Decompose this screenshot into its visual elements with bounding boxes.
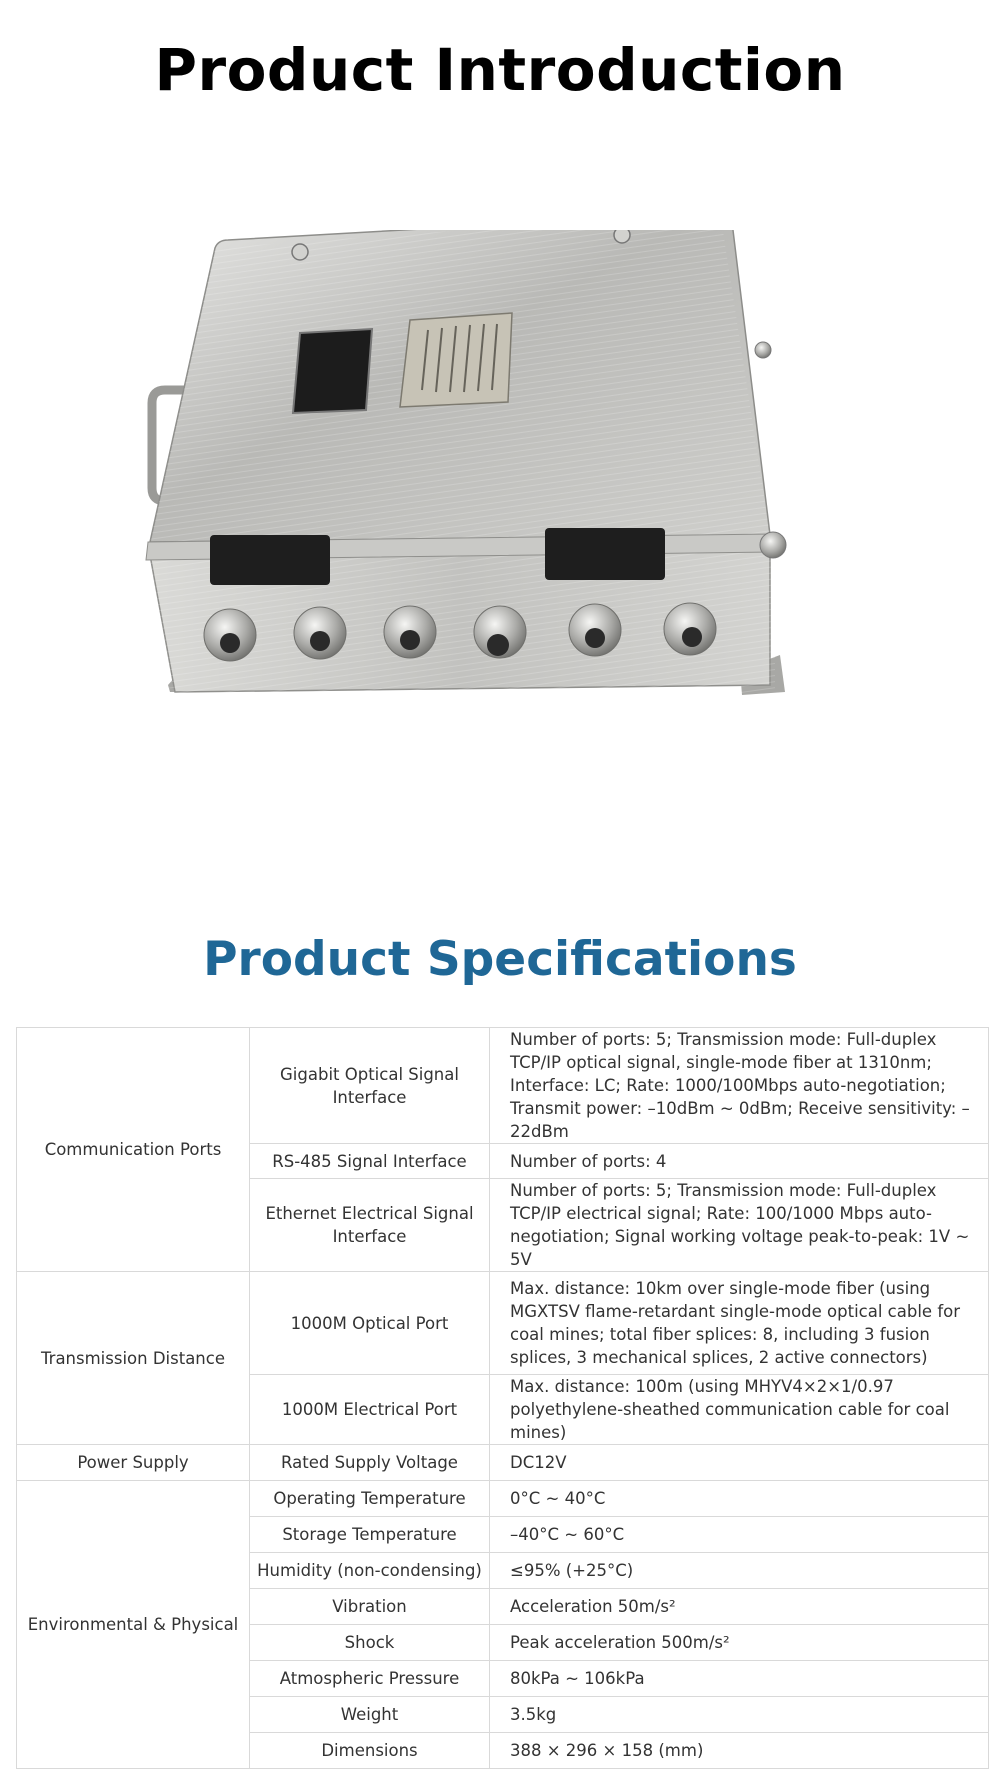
value-cell: Max. distance: 100m (using MHYV4×2×1/0.97 polyethylene-sheathed communication cable for coal mines) [490,1375,989,1445]
cable-gland-icon [474,606,526,658]
cable-gland-icon [294,607,346,659]
item-cell: Ethernet Electrical Signal Interface [250,1179,490,1272]
display-window [293,329,372,413]
product-photo [130,230,900,800]
item-cell: Operating Temperature [250,1481,490,1517]
latch-clamp [210,535,330,585]
value-cell: 388 × 296 × 158 (mm) [490,1733,989,1769]
table-row [17,1445,989,1481]
table-row [17,1272,989,1375]
latch-clamp [545,528,665,580]
item-cell: Humidity (non-condensing) [250,1553,490,1589]
cable-gland-icon [204,609,256,661]
item-cell: Storage Temperature [250,1517,490,1553]
cable-gland-icon [384,606,436,658]
value-cell: Max. distance: 10km over single-mode fiber (using MGXTSV flame-retardant single-mode optical cable for coal mines; total fiber splices: 8, including 3 fusion splices, 3 mechanical splices, 2 active connectors) [490,1272,989,1375]
category-cell: Transmission Distance [17,1272,250,1445]
item-cell: Atmospheric Pressure [250,1661,490,1697]
item-cell: RS-485 Signal Interface [250,1144,490,1179]
category-cell: Environmental & Physical [17,1481,250,1769]
item-cell: Rated Supply Voltage [250,1445,490,1481]
category-cell: Communication Ports [17,1028,250,1272]
value-cell: Number of ports: 5; Transmission mode: Full-duplex TCP/IP optical signal, single-mode fiber at 1310nm; Interface: LC; Rate: 1000/100Mbps auto-negotiation; Transmit power: –10dBm ~ 0dBm; Receive sensitivity: –22dBm [490,1028,989,1144]
item-cell: Gigabit Optical Signal Interface [250,1028,490,1144]
specifications-table [16,1027,989,1769]
item-cell: Vibration [250,1589,490,1625]
value-cell: 3.5kg [490,1697,989,1733]
value-cell: Number of ports: 5; Transmission mode: Full-duplex TCP/IP electrical signal; Rate: 100/1000 Mbps auto-negotiation; Signal working voltage peak-to-peak: 1V ~ 5V [490,1179,989,1272]
value-cell: ≤95% (+25°C) [490,1553,989,1589]
category-cell: Power Supply [17,1445,250,1481]
value-cell: DC12V [490,1445,989,1481]
cable-gland-icon [664,603,716,655]
lid-screw-icon [614,230,630,243]
lid-screw-icon [292,244,308,260]
value-cell: 0°C ~ 40°C [490,1481,989,1517]
item-cell: Dimensions [250,1733,490,1769]
value-cell: Number of ports: 4 [490,1144,989,1179]
page-title-product-introduction: Product Introduction [154,36,846,104]
value-cell: Peak acceleration 500m/s² [490,1625,989,1661]
table-row [17,1028,989,1144]
cable-gland-icon [569,604,621,656]
value-cell: Acceleration 50m/s² [490,1589,989,1625]
item-cell: Weight [250,1697,490,1733]
item-cell: Shock [250,1625,490,1661]
value-cell: –40°C ~ 60°C [490,1517,989,1553]
item-cell: 1000M Optical Port [250,1272,490,1375]
value-cell: 80kPa ~ 106kPa [490,1661,989,1697]
table-row [17,1481,989,1517]
section-title-product-specifications: Product Specifications [203,932,797,987]
item-cell: 1000M Electrical Port [250,1375,490,1445]
